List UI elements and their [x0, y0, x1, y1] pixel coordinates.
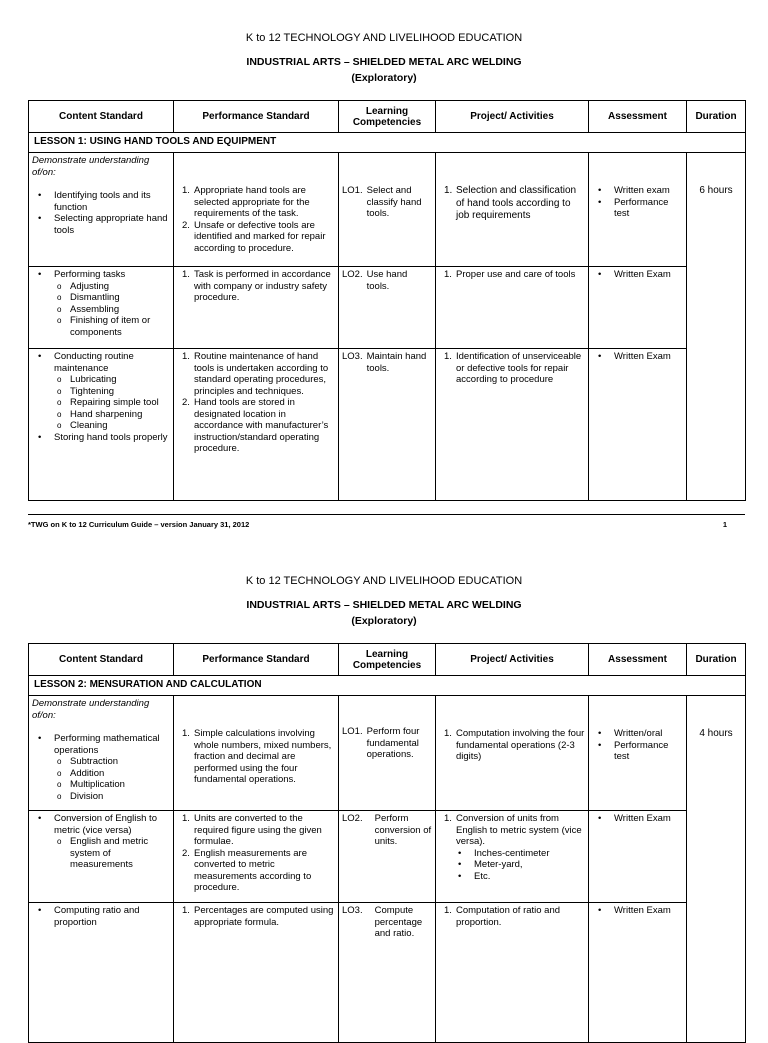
list-item: • Written Exam: [592, 813, 683, 825]
list-item: • Computing ratio and proportion: [32, 905, 170, 928]
table-row: [29, 153, 746, 267]
sub-list-item: o Repairing simple tool: [54, 397, 170, 409]
sub-list-item: o Hand sharpening: [54, 409, 170, 421]
table-row: [29, 349, 746, 501]
list-item: Appropriate hand tools are selected appropriate for the requirements of the task.: [194, 185, 310, 219]
curriculum-table-lesson-1: [28, 100, 746, 501]
doc-header-title: K to 12 TECHNOLOGY AND LIVELIHOOD EDUCATION: [245, 575, 523, 587]
performance-standard-cell: 1. Units are converted to the required figure using the given formulae. 2. English measurements are converted to metric measurements according to procedure.: [174, 811, 339, 903]
performance-standard-cell: 1. Simple calculations involving whole numbers, mixed numbers, fraction and decimal are performed using the four fundamental operations.: [174, 696, 339, 811]
lo-text: Perform four fundamental operations.: [366, 726, 420, 760]
list-item: • Storing hand tools properly: [32, 432, 170, 444]
list-item: Task is performed in accordance with company or industry safety procedure.: [194, 269, 331, 303]
project-activities-cell: 1. Identification of unserviceable or defective tools for repair according to procedure: [436, 349, 589, 501]
list-item: • Written Exam: [592, 269, 683, 281]
content-standard-cell: [29, 349, 174, 501]
lo-text: Use hand tools.: [366, 269, 408, 292]
lo-code: LO1.: [342, 185, 363, 196]
content-standard-cell: [29, 811, 174, 903]
content-standard-cell: [29, 267, 174, 349]
sub-list-item: o Addition: [54, 768, 170, 780]
sub-list-item: • Etc.: [452, 871, 585, 883]
lo-code: LO1.: [342, 726, 363, 737]
page-footer: [28, 514, 745, 529]
list-item: • Performance test: [592, 197, 683, 220]
list-item: • Performance test: [592, 740, 683, 763]
list-item: • Written Exam: [592, 351, 683, 363]
lesson-title: LESSON 1: USING HAND TOOLS AND EQUIPMENT: [29, 133, 746, 153]
lo-text: Maintain hand tools.: [366, 351, 427, 374]
col-header-content-standard: Content Standard: [29, 101, 174, 133]
content-standard-cell: [29, 153, 174, 267]
learning-competency-cell: [339, 267, 436, 349]
list-item: Percentages are computed using appropriate formula.: [194, 905, 334, 928]
col-header-duration: Duration: [687, 101, 746, 133]
lesson-title: LESSON 2: MENSURATION AND CALCULATION: [29, 676, 746, 696]
doc-header-subject: INDUSTRIAL ARTS – SHIELDED METAL ARC WELDING: [246, 56, 522, 68]
list-item: Proper use and care of tools: [456, 269, 576, 280]
performance-standard-cell: 1. Percentages are computed using appropriate formula.: [174, 903, 339, 1043]
assessment-cell: [589, 903, 687, 1043]
list-item: Identification of unserviceable or defective tools for repair according to procedure: [456, 351, 582, 385]
lo-code: LO2.: [342, 813, 363, 824]
col-header-project-activities: Project/ Activities: [436, 644, 589, 676]
learning-competency-cell: [339, 696, 436, 811]
list-item: Computation of ratio and proportion.: [456, 905, 561, 928]
project-activities-cell: 1. Computation involving the four fundamental operations (2-3 digits): [436, 696, 589, 811]
list-item: Performing tasks: [54, 269, 126, 280]
list-item: Performing mathematical operations: [54, 733, 160, 756]
col-header-assessment: Assessment: [589, 101, 687, 133]
col-header-performance-standard: Performance Standard: [174, 644, 339, 676]
project-activities-cell: 1. Proper use and care of tools: [436, 267, 589, 349]
sub-list-item: o English and metric system of measurements: [54, 836, 170, 871]
curriculum-table-lesson-2: [28, 643, 746, 1043]
list-item: Computation involving the four fundamental operations (2-3 digits): [456, 728, 585, 762]
demonstrate-understanding-label: Demonstrate understanding of/on:: [32, 698, 150, 721]
lo-code: LO2.: [342, 269, 363, 280]
doc-header-title: K to 12 TECHNOLOGY AND LIVELIHOOD EDUCATION: [245, 32, 523, 44]
sub-list-item: o Division: [54, 791, 170, 803]
lo-code: LO3.: [342, 351, 363, 362]
list-item: Conducting routine maintenance: [54, 351, 134, 374]
list-item: Routine maintenance of hand tools is undertaken according to standard operating procedures, principles and techniques.: [194, 351, 329, 397]
list-item: Conversion of English to metric (vice versa): [54, 813, 157, 836]
sub-list-item: o Assembling: [54, 304, 170, 316]
learning-competency-cell: [339, 903, 436, 1043]
list-item: • Written Exam: [592, 905, 683, 917]
col-header-performance-standard: Performance Standard: [174, 101, 339, 133]
learning-competency-cell: [339, 811, 436, 903]
table-row: [29, 267, 746, 349]
list-item: Selection and classification of hand tools according to job requirements: [456, 185, 577, 221]
content-standard-cell: [29, 696, 174, 811]
project-activities-cell: 1. Conversion of units from English to metric system (vice versa). • Inches-centimeter • Meter-yard, • Etc.: [436, 811, 589, 903]
assessment-cell: [589, 349, 687, 501]
demonstrate-understanding-label: Demonstrate understanding of/on:: [32, 155, 150, 178]
table-row: [29, 696, 746, 811]
list-item: Units are converted to the required figure using the given formulae.: [194, 813, 322, 847]
performance-standard-cell: 1. Routine maintenance of hand tools is undertaken according to standard operating procedures, principles and techniques. 2. Hand tools are stored in designated location in accordance with manufacturer’s instruction/standard operating procedure.: [174, 349, 339, 501]
list-item: • Written exam: [592, 185, 683, 197]
col-header-project-activities: Project/ Activities: [436, 101, 589, 133]
col-header-learning-competencies: Learning Competencies: [339, 101, 436, 133]
list-item: • Identifying tools and its function: [32, 190, 170, 213]
lo-code: LO3.: [342, 905, 363, 916]
sub-list-item: o Dismantling: [54, 292, 170, 304]
sub-list-item: o Multiplication: [54, 779, 170, 791]
list-item: Simple calculations involving whole numbers, mixed numbers, fraction and decimal are performed using the four fundamental operations.: [194, 728, 332, 785]
footer-text: *TWG on K to 12 Curriculum Guide – version January 31, 2012: [28, 520, 250, 529]
page-number: 1: [722, 520, 727, 529]
sub-list-item: o Finishing of item or components: [54, 315, 170, 338]
learning-competency-cell: [339, 153, 436, 267]
assessment-cell: [589, 811, 687, 903]
sub-list-item: o Subtraction: [54, 756, 170, 768]
assessment-cell: [589, 696, 687, 811]
list-item: Hand tools are stored in designated location in accordance with manufacturer’s instruction/standard operating procedure.: [194, 397, 329, 454]
duration-cell: 4 hours: [687, 696, 746, 1043]
lo-text: Perform conversion of units.: [374, 813, 432, 847]
performance-standard-cell: 1. Appropriate hand tools are selected appropriate for the requirements of the task. 2. Unsafe or defective tools are identified and marked for repair according to procedure.: [174, 153, 339, 267]
sub-list-item: o Lubricating: [54, 374, 170, 386]
table-row: [29, 903, 746, 1043]
sub-list-item: • Meter-yard,: [452, 859, 585, 871]
col-header-content-standard: Content Standard: [29, 644, 174, 676]
list-item: English measurements are converted to metric measurements according to procedure.: [194, 847, 312, 893]
sub-list-item: o Adjusting: [54, 281, 170, 293]
project-activities-cell: 1. Computation of ratio and proportion.: [436, 903, 589, 1043]
content-standard-cell: [29, 903, 174, 1043]
list-item: Conversion of units from English to metric system (vice versa).: [456, 813, 582, 847]
doc-header-level: (Exploratory): [351, 615, 417, 627]
sub-list-item: o Cleaning: [54, 420, 170, 432]
doc-header-level: (Exploratory): [351, 72, 417, 84]
list-item: • Selecting appropriate hand tools: [32, 213, 170, 236]
lo-text: Select and classify hand tools.: [366, 185, 422, 219]
list-item: Unsafe or defective tools are identified and marked for repair according to procedure.: [194, 219, 326, 254]
sub-list-item: • Inches-centimeter: [452, 848, 585, 860]
project-activities-cell: 1. Selection and classification of hand tools according to job requirements: [436, 153, 589, 267]
lo-text: Compute percentage and ratio.: [374, 905, 423, 939]
list-item: • Written/oral: [592, 728, 683, 740]
duration-cell: 6 hours: [687, 153, 746, 501]
table-row: [29, 811, 746, 903]
learning-competency-cell: [339, 349, 436, 501]
assessment-cell: [589, 267, 687, 349]
performance-standard-cell: 1. Task is performed in accordance with company or industry safety procedure.: [174, 267, 339, 349]
col-header-duration: Duration: [687, 644, 746, 676]
col-header-assessment: Assessment: [589, 644, 687, 676]
col-header-learning-competencies: Learning Competencies: [339, 644, 436, 676]
sub-list-item: o Tightening: [54, 386, 170, 398]
doc-header-subject: INDUSTRIAL ARTS – SHIELDED METAL ARC WELDING: [246, 599, 522, 611]
assessment-cell: [589, 153, 687, 267]
